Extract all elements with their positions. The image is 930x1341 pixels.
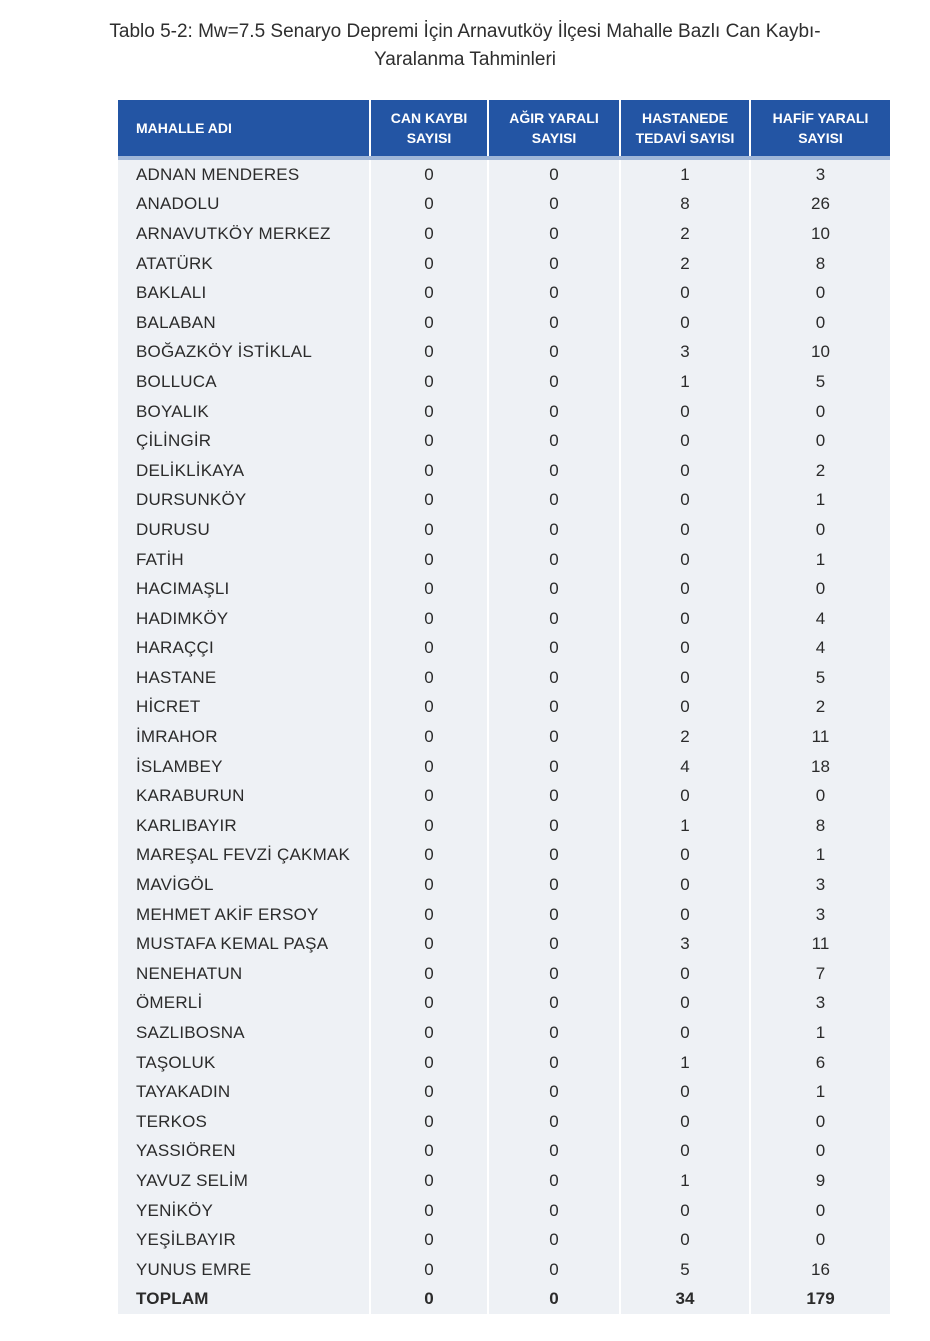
- hafif-yarali-cell: 0: [750, 1107, 890, 1137]
- can-kaybi-cell: 0: [370, 158, 488, 190]
- mahalle-name-cell: HADIMKÖY: [118, 604, 370, 634]
- mahalle-name-cell: TOPLAM: [118, 1285, 370, 1315]
- mahalle-name-cell: MEHMET AKİF ERSOY: [118, 900, 370, 930]
- can-kaybi-cell: 0: [370, 959, 488, 989]
- agir-yarali-cell: 0: [488, 1166, 620, 1196]
- table-row: [118, 1107, 890, 1137]
- table-row: [118, 989, 890, 1019]
- hafif-yarali-cell: 0: [750, 278, 890, 308]
- table-row: [118, 515, 890, 545]
- agir-yarali-cell: 0: [488, 397, 620, 427]
- can-kaybi-cell: 0: [370, 249, 488, 279]
- hafif-yarali-cell: 9: [750, 1166, 890, 1196]
- can-kaybi-cell: 0: [370, 604, 488, 634]
- agir-yarali-cell: 0: [488, 870, 620, 900]
- hastanede-tedavi-cell: 0: [620, 1225, 750, 1255]
- mahalle-name-cell: SAZLIBOSNA: [118, 1018, 370, 1048]
- can-kaybi-cell: 0: [370, 574, 488, 604]
- hafif-yarali-cell: 0: [750, 397, 890, 427]
- hafif-yarali-cell: 10: [750, 219, 890, 249]
- can-kaybi-cell: 0: [370, 515, 488, 545]
- table-row: [118, 604, 890, 634]
- caption-line-1: Tablo 5-2: Mw=7.5 Senaryo Depremi İçin Arnavutköy İlçesi Mahalle Bazlı Can Kaybı-: [109, 21, 821, 42]
- hastanede-tedavi-cell: 2: [620, 249, 750, 279]
- hafif-yarali-cell: 5: [750, 663, 890, 693]
- header-mahalle-adi: MAHALLE ADI: [118, 100, 370, 158]
- agir-yarali-cell: 0: [488, 811, 620, 841]
- can-kaybi-cell: 0: [370, 1285, 488, 1315]
- hafif-yarali-cell: 8: [750, 811, 890, 841]
- agir-yarali-cell: 0: [488, 1018, 620, 1048]
- mahalle-name-cell: HACIMAŞLI: [118, 574, 370, 604]
- can-kaybi-cell: 0: [370, 219, 488, 249]
- header-can-kaybi: [370, 100, 488, 158]
- hastanede-tedavi-cell: 0: [620, 1107, 750, 1137]
- hafif-yarali-cell: 0: [750, 574, 890, 604]
- hastanede-tedavi-cell: 0: [620, 959, 750, 989]
- hastanede-tedavi-cell: 1: [620, 1166, 750, 1196]
- hastanede-tedavi-cell: 0: [620, 1137, 750, 1167]
- mahalle-name-cell: ANADOLU: [118, 190, 370, 220]
- table-row: [118, 722, 890, 752]
- hafif-yarali-cell: 179: [750, 1285, 890, 1315]
- table-row: [118, 278, 890, 308]
- can-kaybi-cell: 0: [370, 752, 488, 782]
- agir-yarali-cell: 0: [488, 338, 620, 368]
- hastanede-tedavi-cell: 0: [620, 397, 750, 427]
- hastanede-tedavi-cell: 0: [620, 841, 750, 871]
- hafif-yarali-cell: 26: [750, 190, 890, 220]
- table-row: [118, 574, 890, 604]
- mahalle-name-cell: BOYALIK: [118, 397, 370, 427]
- mahalle-name-cell: TAYAKADIN: [118, 1077, 370, 1107]
- hastanede-tedavi-cell: 1: [620, 1048, 750, 1078]
- mahalle-name-cell: İMRAHOR: [118, 722, 370, 752]
- can-kaybi-cell: 0: [370, 486, 488, 516]
- table-row: [118, 158, 890, 190]
- hastanede-tedavi-cell: 0: [620, 278, 750, 308]
- hastanede-tedavi-cell: 0: [620, 1077, 750, 1107]
- mahalle-name-cell: BOLLUCA: [118, 367, 370, 397]
- agir-yarali-cell: 0: [488, 249, 620, 279]
- mahalle-name-cell: ATATÜRK: [118, 249, 370, 279]
- hastanede-tedavi-cell: 0: [620, 515, 750, 545]
- hastanede-tedavi-cell: 1: [620, 811, 750, 841]
- table-row: [118, 190, 890, 220]
- hafif-yarali-cell: 0: [750, 426, 890, 456]
- table-row: [118, 870, 890, 900]
- table-body: [118, 158, 890, 1314]
- mahalle-name-cell: KARLIBAYIR: [118, 811, 370, 841]
- table-row: [118, 900, 890, 930]
- mahalle-name-cell: BAKLALI: [118, 278, 370, 308]
- can-kaybi-cell: 0: [370, 426, 488, 456]
- can-kaybi-cell: 0: [370, 811, 488, 841]
- can-kaybi-cell: 0: [370, 308, 488, 338]
- hastanede-tedavi-cell: 0: [620, 900, 750, 930]
- hastanede-tedavi-cell: 1: [620, 158, 750, 190]
- agir-yarali-cell: 0: [488, 781, 620, 811]
- can-kaybi-cell: 0: [370, 278, 488, 308]
- mahalle-name-cell: TERKOS: [118, 1107, 370, 1137]
- caption-line-2: Yaralanma Tahminleri: [374, 49, 556, 70]
- mahalle-name-cell: YAVUZ SELİM: [118, 1166, 370, 1196]
- mahalle-name-cell: MAREŞAL FEVZİ ÇAKMAK: [118, 841, 370, 871]
- hafif-yarali-cell: 1: [750, 1018, 890, 1048]
- mahalle-name-cell: YEŞİLBAYIR: [118, 1225, 370, 1255]
- table-total-row: [118, 1285, 890, 1315]
- hafif-yarali-cell: 1: [750, 1077, 890, 1107]
- table-row: [118, 634, 890, 664]
- table-row: [118, 1255, 890, 1285]
- hastanede-tedavi-cell: 1: [620, 367, 750, 397]
- table-row: [118, 929, 890, 959]
- can-kaybi-cell: 0: [370, 456, 488, 486]
- mahalle-name-cell: ÖMERLİ: [118, 989, 370, 1019]
- hafif-yarali-cell: 4: [750, 634, 890, 664]
- hafif-yarali-cell: 5: [750, 367, 890, 397]
- hastanede-tedavi-cell: 8: [620, 190, 750, 220]
- table-row: [118, 959, 890, 989]
- mahalle-name-cell: YENİKÖY: [118, 1196, 370, 1226]
- agir-yarali-cell: 0: [488, 426, 620, 456]
- mahalle-name-cell: MUSTAFA KEMAL PAŞA: [118, 929, 370, 959]
- hafif-yarali-cell: 8: [750, 249, 890, 279]
- agir-yarali-cell: 0: [488, 158, 620, 190]
- can-kaybi-cell: 0: [370, 870, 488, 900]
- table-row: [118, 693, 890, 723]
- table-row: [118, 1077, 890, 1107]
- hastanede-tedavi-cell: 0: [620, 574, 750, 604]
- mahalle-name-cell: ÇİLİNGİR: [118, 426, 370, 456]
- agir-yarali-cell: 0: [488, 515, 620, 545]
- agir-yarali-cell: 0: [488, 1107, 620, 1137]
- hafif-yarali-cell: 2: [750, 693, 890, 723]
- hafif-yarali-cell: 1: [750, 841, 890, 871]
- can-kaybi-cell: 0: [370, 989, 488, 1019]
- hafif-yarali-cell: 16: [750, 1255, 890, 1285]
- mahalle-name-cell: İSLAMBEY: [118, 752, 370, 782]
- mahalle-name-cell: ARNAVUTKÖY MERKEZ: [118, 219, 370, 249]
- mahalle-name-cell: HARAÇÇI: [118, 634, 370, 664]
- hafif-yarali-cell: 0: [750, 1196, 890, 1226]
- can-kaybi-cell: 0: [370, 929, 488, 959]
- agir-yarali-cell: 0: [488, 959, 620, 989]
- agir-yarali-cell: 0: [488, 574, 620, 604]
- agir-yarali-cell: 0: [488, 1285, 620, 1315]
- table-row: [118, 752, 890, 782]
- agir-yarali-cell: 0: [488, 752, 620, 782]
- can-kaybi-cell: 0: [370, 722, 488, 752]
- agir-yarali-cell: 0: [488, 486, 620, 516]
- hastanede-tedavi-cell: 0: [620, 456, 750, 486]
- can-kaybi-cell: 0: [370, 1077, 488, 1107]
- header-hafif-yarali-line2: SAYISI: [798, 130, 843, 146]
- table-row: [118, 811, 890, 841]
- hastanede-tedavi-cell: 0: [620, 1018, 750, 1048]
- hafif-yarali-cell: 18: [750, 752, 890, 782]
- mahalle-name-cell: YUNUS EMRE: [118, 1255, 370, 1285]
- can-kaybi-cell: 0: [370, 545, 488, 575]
- table-row: [118, 1137, 890, 1167]
- can-kaybi-cell: 0: [370, 693, 488, 723]
- can-kaybi-cell: 0: [370, 190, 488, 220]
- table-row: [118, 249, 890, 279]
- hastanede-tedavi-cell: 5: [620, 1255, 750, 1285]
- agir-yarali-cell: 0: [488, 219, 620, 249]
- table-row: [118, 308, 890, 338]
- can-kaybi-cell: 0: [370, 663, 488, 693]
- table-row: [118, 781, 890, 811]
- hafif-yarali-cell: 4: [750, 604, 890, 634]
- mahalle-name-cell: HASTANE: [118, 663, 370, 693]
- table-row: [118, 1166, 890, 1196]
- hafif-yarali-cell: 3: [750, 989, 890, 1019]
- mahalle-name-cell: BALABAN: [118, 308, 370, 338]
- agir-yarali-cell: 0: [488, 545, 620, 575]
- mahalle-name-cell: NENEHATUN: [118, 959, 370, 989]
- casualty-table: [118, 100, 890, 1314]
- header-hafif-yarali: [750, 100, 890, 158]
- agir-yarali-cell: 0: [488, 367, 620, 397]
- mahalle-name-cell: YASSIÖREN: [118, 1137, 370, 1167]
- header-can-kaybi-line1: CAN KAYBI: [390, 110, 468, 126]
- can-kaybi-cell: 0: [370, 338, 488, 368]
- hafif-yarali-cell: 11: [750, 929, 890, 959]
- can-kaybi-cell: 0: [370, 900, 488, 930]
- mahalle-name-cell: ADNAN MENDERES: [118, 158, 370, 190]
- agir-yarali-cell: 0: [488, 1048, 620, 1078]
- table-row: [118, 426, 890, 456]
- hafif-yarali-cell: 0: [750, 308, 890, 338]
- header-can-kaybi-line2: SAYISI: [406, 130, 452, 146]
- mahalle-name-cell: DURUSU: [118, 515, 370, 545]
- table-header-row: [118, 100, 890, 158]
- hastanede-tedavi-cell: 0: [620, 604, 750, 634]
- agir-yarali-cell: 0: [488, 900, 620, 930]
- mahalle-name-cell: BOĞAZKÖY İSTİKLAL: [118, 338, 370, 368]
- can-kaybi-cell: 0: [370, 1166, 488, 1196]
- hastanede-tedavi-cell: 3: [620, 929, 750, 959]
- hastanede-tedavi-cell: 0: [620, 486, 750, 516]
- can-kaybi-cell: 0: [370, 1196, 488, 1226]
- hastanede-tedavi-cell: 0: [620, 1196, 750, 1226]
- agir-yarali-cell: 0: [488, 841, 620, 871]
- hastanede-tedavi-cell: 4: [620, 752, 750, 782]
- table-row: [118, 456, 890, 486]
- hastanede-tedavi-cell: 34: [620, 1285, 750, 1315]
- hastanede-tedavi-cell: 0: [620, 663, 750, 693]
- hafif-yarali-cell: 11: [750, 722, 890, 752]
- agir-yarali-cell: 0: [488, 929, 620, 959]
- table-row: [118, 663, 890, 693]
- can-kaybi-cell: 0: [370, 841, 488, 871]
- table-row: [118, 397, 890, 427]
- table-row: [118, 545, 890, 575]
- table-row: [118, 1225, 890, 1255]
- hafif-yarali-cell: 2: [750, 456, 890, 486]
- hastanede-tedavi-cell: 0: [620, 634, 750, 664]
- header-agir-yarali-line1: AĞIR YARALI: [509, 110, 599, 126]
- mahalle-name-cell: FATİH: [118, 545, 370, 575]
- agir-yarali-cell: 0: [488, 722, 620, 752]
- hafif-yarali-cell: 0: [750, 515, 890, 545]
- hastanede-tedavi-cell: 2: [620, 219, 750, 249]
- agir-yarali-cell: 0: [488, 190, 620, 220]
- hastanede-tedavi-cell: 0: [620, 308, 750, 338]
- agir-yarali-cell: 0: [488, 1225, 620, 1255]
- header-hastanede-tedavi-line1: HASTANEDE: [641, 110, 729, 126]
- hastanede-tedavi-cell: 0: [620, 989, 750, 1019]
- table-row: [118, 1048, 890, 1078]
- agir-yarali-cell: 0: [488, 1137, 620, 1167]
- table-row: [118, 486, 890, 516]
- agir-yarali-cell: 0: [488, 1255, 620, 1285]
- hafif-yarali-cell: 1: [750, 486, 890, 516]
- mahalle-name-cell: DELİKLİKAYA: [118, 456, 370, 486]
- table-row: [118, 841, 890, 871]
- agir-yarali-cell: 0: [488, 456, 620, 486]
- hastanede-tedavi-cell: 0: [620, 426, 750, 456]
- can-kaybi-cell: 0: [370, 397, 488, 427]
- header-agir-yarali-line2: SAYISI: [531, 130, 577, 146]
- mahalle-name-cell: TAŞOLUK: [118, 1048, 370, 1078]
- hafif-yarali-cell: 7: [750, 959, 890, 989]
- hastanede-tedavi-cell: 2: [620, 722, 750, 752]
- can-kaybi-cell: 0: [370, 1107, 488, 1137]
- hafif-yarali-cell: 10: [750, 338, 890, 368]
- hafif-yarali-cell: 0: [750, 1137, 890, 1167]
- hastanede-tedavi-cell: 3: [620, 338, 750, 368]
- header-hastanede-tedavi: [620, 100, 750, 158]
- hafif-yarali-cell: 0: [750, 781, 890, 811]
- can-kaybi-cell: 0: [370, 1048, 488, 1078]
- agir-yarali-cell: 0: [488, 693, 620, 723]
- can-kaybi-cell: 0: [370, 634, 488, 664]
- table-row: [118, 1018, 890, 1048]
- hafif-yarali-cell: 0: [750, 1225, 890, 1255]
- agir-yarali-cell: 0: [488, 308, 620, 338]
- agir-yarali-cell: 0: [488, 604, 620, 634]
- hafif-yarali-cell: 6: [750, 1048, 890, 1078]
- can-kaybi-cell: 0: [370, 367, 488, 397]
- header-hastanede-tedavi-line2: TEDAVİ SAYISI: [635, 130, 735, 146]
- can-kaybi-cell: 0: [370, 1018, 488, 1048]
- can-kaybi-cell: 0: [370, 1255, 488, 1285]
- can-kaybi-cell: 0: [370, 781, 488, 811]
- hafif-yarali-cell: 3: [750, 870, 890, 900]
- mahalle-name-cell: DURSUNKÖY: [118, 486, 370, 516]
- hafif-yarali-cell: 3: [750, 900, 890, 930]
- mahalle-name-cell: MAVİGÖL: [118, 870, 370, 900]
- can-kaybi-cell: 0: [370, 1225, 488, 1255]
- agir-yarali-cell: 0: [488, 278, 620, 308]
- mahalle-name-cell: HİCRET: [118, 693, 370, 723]
- agir-yarali-cell: 0: [488, 663, 620, 693]
- table-caption: [0, 18, 930, 74]
- table-row: [118, 219, 890, 249]
- mahalle-name-cell: KARABURUN: [118, 781, 370, 811]
- table-row: [118, 1196, 890, 1226]
- hastanede-tedavi-cell: 0: [620, 781, 750, 811]
- hastanede-tedavi-cell: 0: [620, 693, 750, 723]
- hafif-yarali-cell: 3: [750, 158, 890, 190]
- agir-yarali-cell: 0: [488, 634, 620, 664]
- can-kaybi-cell: 0: [370, 1137, 488, 1167]
- agir-yarali-cell: 0: [488, 1077, 620, 1107]
- agir-yarali-cell: 0: [488, 1196, 620, 1226]
- table-row: [118, 367, 890, 397]
- table-row: [118, 338, 890, 368]
- hastanede-tedavi-cell: 0: [620, 870, 750, 900]
- hafif-yarali-cell: 1: [750, 545, 890, 575]
- header-hafif-yarali-line1: HAFİF YARALI: [772, 110, 869, 126]
- hastanede-tedavi-cell: 0: [620, 545, 750, 575]
- agir-yarali-cell: 0: [488, 989, 620, 1019]
- header-agir-yarali: [488, 100, 620, 158]
